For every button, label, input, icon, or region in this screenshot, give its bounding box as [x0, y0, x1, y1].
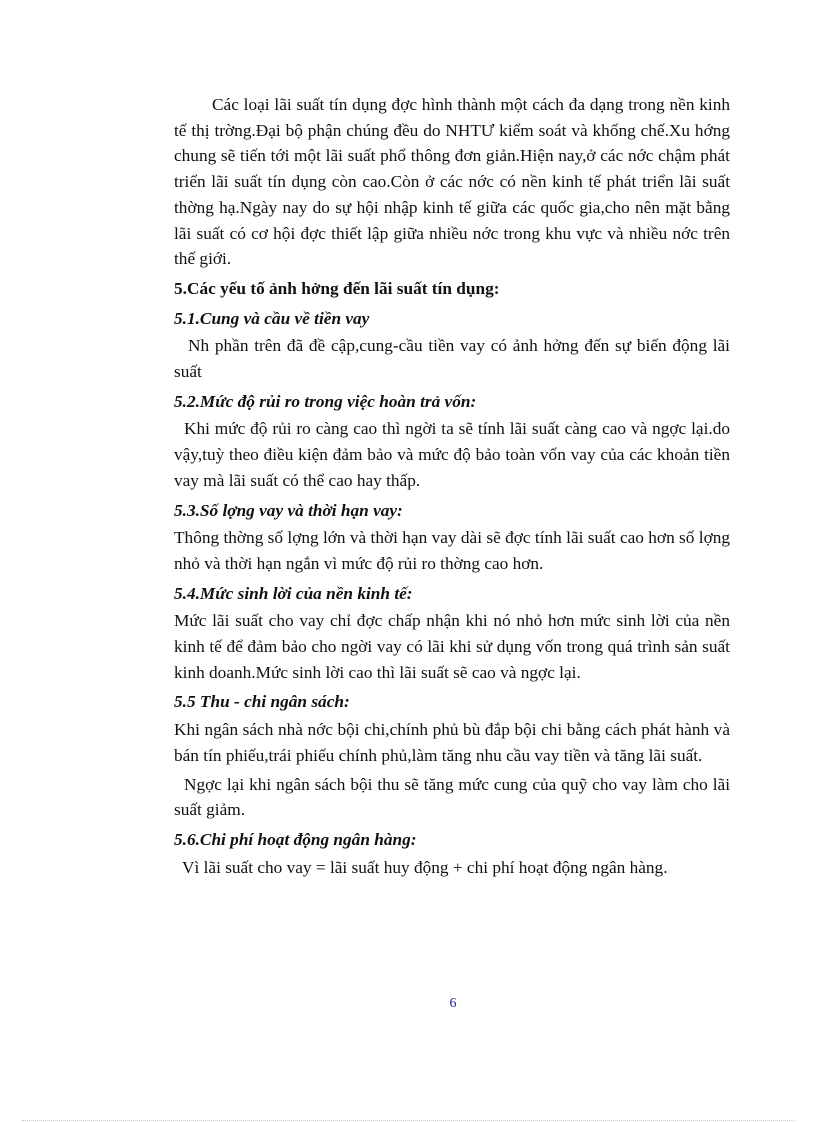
section-5-5-text-2: Ngợc lại khi ngân sách bội thu sẽ tăng mức cung của quỹ cho vay làm cho lãi suất giảm. [174, 774, 730, 820]
section-5-1-text: Nh phần trên đã đề cập,cung-cầu tiền vay có ảnh hởng đến sự biến động lãi suất [174, 336, 730, 382]
section-5-6-heading: 5.6.Chi phí hoạt động ngân hàng: [174, 829, 417, 849]
section-5-1-heading: 5.1.Cung và cầu về tiền vay [174, 308, 370, 328]
page-number: 6 [449, 996, 457, 1011]
section-5-3-text: Thông thờng số lợng lớn và thời hạn vay dài sẽ đợc tính lãi suất cao hơn số lợng nhỏ và thời hạn ngắn vì mức độ rủi ro thờng cao hơn. [174, 528, 730, 573]
section-5-4-heading: 5.4.Mức sinh lời của nền kinh tế: [174, 583, 413, 603]
intro-paragraph: Các loại lãi suất tín dụng đợc hình thành một cách đa dạng trong nền kinh tế thị trờng.Đại bộ phận chúng đều do NHTƯ kiểm soát và khống chế.Xu hớng chung sẽ tiến tới một lãi suất phổ thông đơn giản.Hiện nay,ở các nớc chậm phát triển lãi suất tín dụng còn cao.Còn ở các nớc có nền kinh tế phát triển lãi suất thờng hạ.Ngày nay do sự hội nhập kinh tế giữa các quốc gia,cho nên mặt bằng lãi suất có cơ hội đợc thiết lập giữa nhiều nớc trong khu vực và nhiều nớc trên thế giới. [174, 95, 730, 269]
section-5-3-heading: 5.3.Số lợng vay và thời hạn vay: [174, 500, 403, 520]
section-5-5-text-1: Khi ngân sách nhà nớc bội chi,chính phủ bù đắp bội chi bằng cách phát hành và bán tín phiếu,trái phiếu chính phủ,làm tăng nhu cầu vay tiền và tăng lãi suất. [174, 720, 730, 765]
document-page [174, 92, 730, 883]
section-5-4-text: Mức lãi suất cho vay chỉ đợc chấp nhận khi nó nhỏ hơn mức sinh lời của nền kinh tế để đảm bảo cho ngời vay có lãi khi sử dụng vốn trong quá trình sản suất kinh doanh.Mức sinh lời cao thì lãi suất sẽ cao và ngợc lại. [174, 611, 730, 682]
section-5-2-text: Khi mức độ rủi ro càng cao thì ngời ta sẽ tính lãi suất càng cao và ngợc lại.do vậy,tuỳ theo điều kiện đảm bảo và mức độ bảo toàn vốn vay của các khoản tiền vay mà lãi suất có thể cao hay thấp. [174, 419, 730, 490]
section-5-5-heading: 5.5 Thu - chi ngân sách: [174, 692, 350, 712]
section-5-2-heading: 5.2.Mức độ rủi ro trong việc hoàn trả vốn: [174, 391, 477, 411]
page-bottom-divider [22, 1120, 794, 1121]
section-5-6-text: Vì lãi suất cho vay = lãi suất huy động + chi phí hoạt động ngân hàng. [182, 857, 668, 877]
section-5-heading: 5.Các yếu tố ảnh hởng đến lãi suất tín dụng: [174, 278, 500, 298]
